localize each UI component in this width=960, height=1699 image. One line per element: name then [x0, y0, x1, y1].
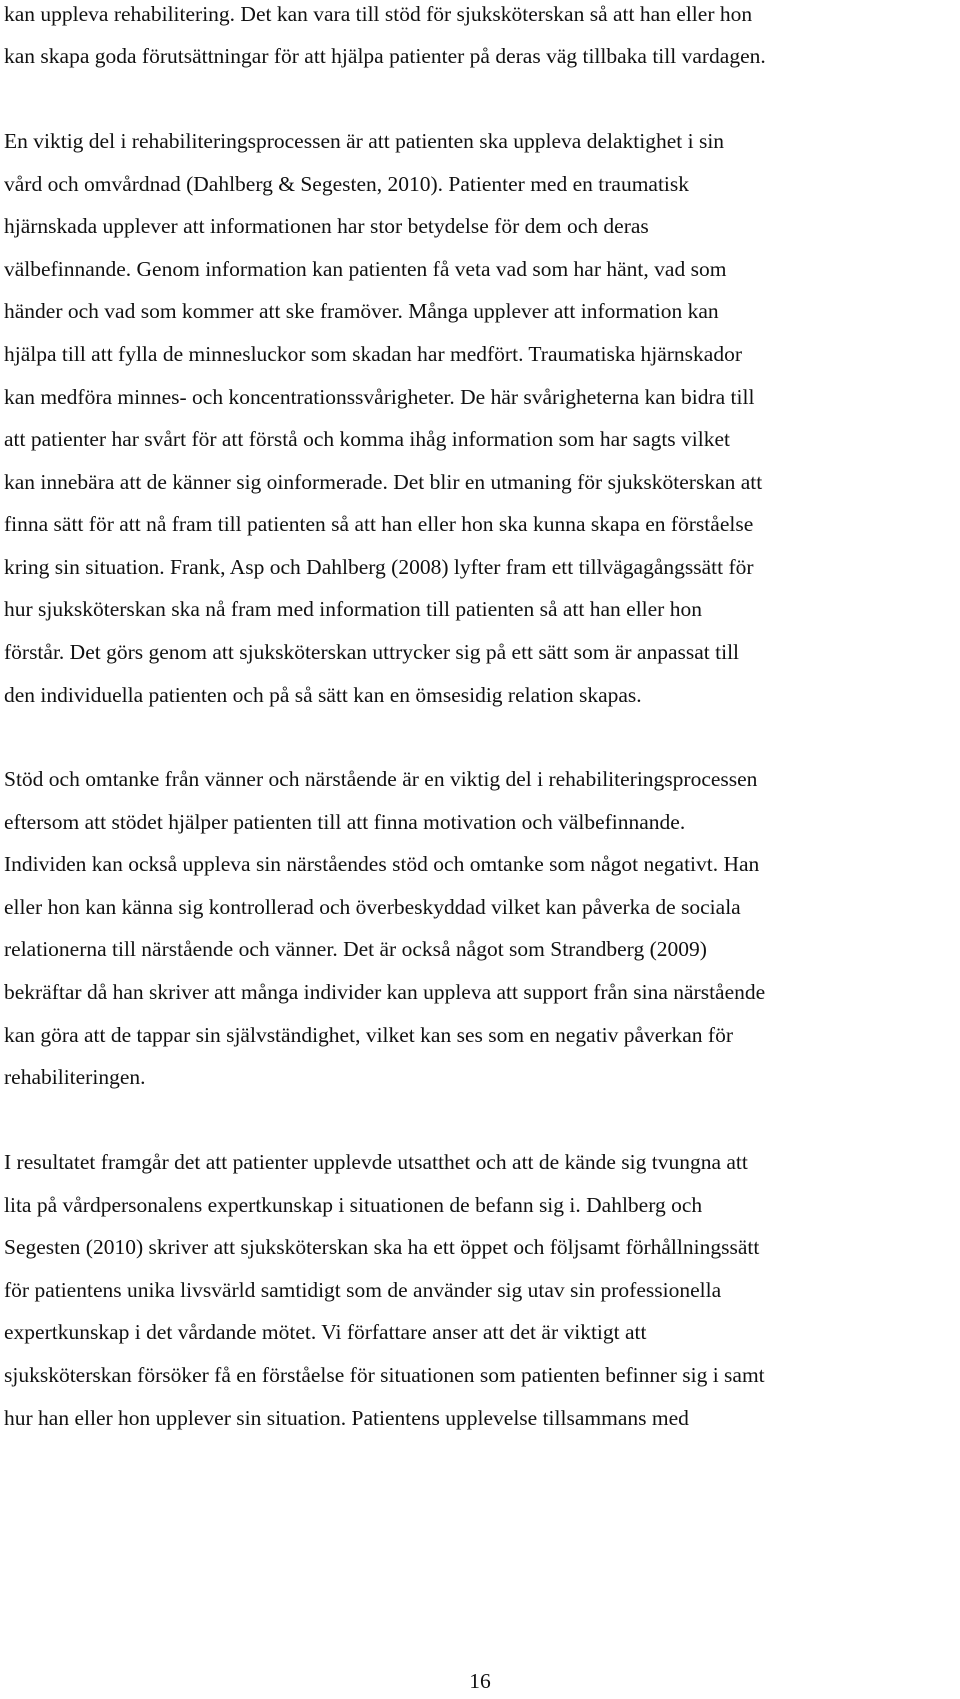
text-line: hur sjuksköterskan ska nå fram med information till patienten så att han eller hon — [4, 597, 702, 621]
text-line: Individen kan också uppleva sin närståendes stöd och omtanke som något negativt. Han — [4, 852, 760, 876]
text-line: välbefinnande. Genom information kan patienten få veta vad som har hänt, vad som — [4, 257, 727, 281]
text-line: relationerna till närstående och vänner. Det är också något som Strandberg (2009) — [4, 937, 707, 961]
text-line: kan innebära att de känner sig oinformerade. Det blir en utmaning för sjuksköterskan att — [4, 470, 763, 494]
text-line: att patienter har svårt för att förstå och komma ihåg information som har sagts vilket — [4, 427, 731, 451]
text-line: bekräftar då han skriver att många individer kan uppleva att support från sina närstående — [4, 980, 766, 1004]
text-line: vård och omvårdnad (Dahlberg & Segesten, 2010). Patienter med en traumatisk — [4, 172, 690, 196]
page-number: 16 — [469, 1669, 491, 1693]
text-line: eftersom att stödet hjälper patienten till att finna motivation och välbefinnande. — [4, 810, 686, 834]
text-line: händer och vad som kommer att ske framöver. Många upplever att information kan — [4, 299, 719, 323]
text-line: den individuella patienten och på så sätt kan en ömsesidig relation skapas. — [4, 683, 642, 707]
text-line: kan göra att de tappar sin självständighet, vilket kan ses som en negativ påverkan för — [4, 1023, 733, 1047]
text-line: I resultatet framgår det att patienter upplevde utsatthet och att de kände sig tvungna att — [4, 1150, 748, 1174]
text-line: hjärnskada upplever att informationen har stor betydelse för dem och deras — [4, 214, 649, 238]
text-line: hur han eller hon upplever sin situation. Patientens upplevelse tillsammans med — [4, 1406, 689, 1430]
text-line: förstår. Det görs genom att sjuksköterskan uttrycker sig på ett sätt som är anpassat till — [4, 640, 740, 664]
text-line: kring sin situation. Frank, Asp och Dahlberg (2008) lyfter fram ett tillvägagångssätt för — [4, 555, 754, 579]
text-line: kan skapa goda förutsättningar för att hjälpa patienter på deras väg tillbaka till vardagen. — [4, 44, 766, 68]
text-line: kan medföra minnes- och koncentrationssvårigheter. De här svårigheterna kan bidra till — [4, 385, 755, 409]
text-line: sjuksköterskan försöker få en förståelse för situationen som patienten befinner sig i samt — [4, 1363, 765, 1387]
text-line: eller hon kan känna sig kontrollerad och överbeskyddad vilket kan påverka de sociala — [4, 895, 741, 919]
text-line: kan uppleva rehabilitering. Det kan vara till stöd för sjuksköterskan så att han eller hon — [4, 2, 753, 26]
text-line: Stöd och omtanke från vänner och närstående är en viktig del i rehabiliteringsprocessen — [4, 767, 758, 791]
text-line: hjälpa till att fylla de minnesluckor som skadan har medfört. Traumatiska hjärnskador — [4, 342, 743, 366]
text-line: för patientens unika livsvärld samtidigt som de använder sig utav sin professionella — [4, 1278, 722, 1302]
text-line: expertkunskap i det vårdande mötet. Vi författare anser att det är viktigt att — [4, 1320, 647, 1344]
text-line: lita på vårdpersonalens expertkunskap i situationen de befann sig i. Dahlberg och — [4, 1193, 703, 1217]
text-line: En viktig del i rehabiliteringsprocessen är att patienten ska uppleva delaktighet i sin — [4, 129, 725, 153]
text-line: finna sätt för att nå fram till patienten så att han eller hon ska kunna skapa en förståelse — [4, 512, 754, 536]
text-line: Segesten (2010) skriver att sjuksköterskan ska ha ett öppet och följsamt förhållningssätt — [4, 1235, 760, 1259]
text-line: rehabiliteringen. — [4, 1065, 146, 1089]
